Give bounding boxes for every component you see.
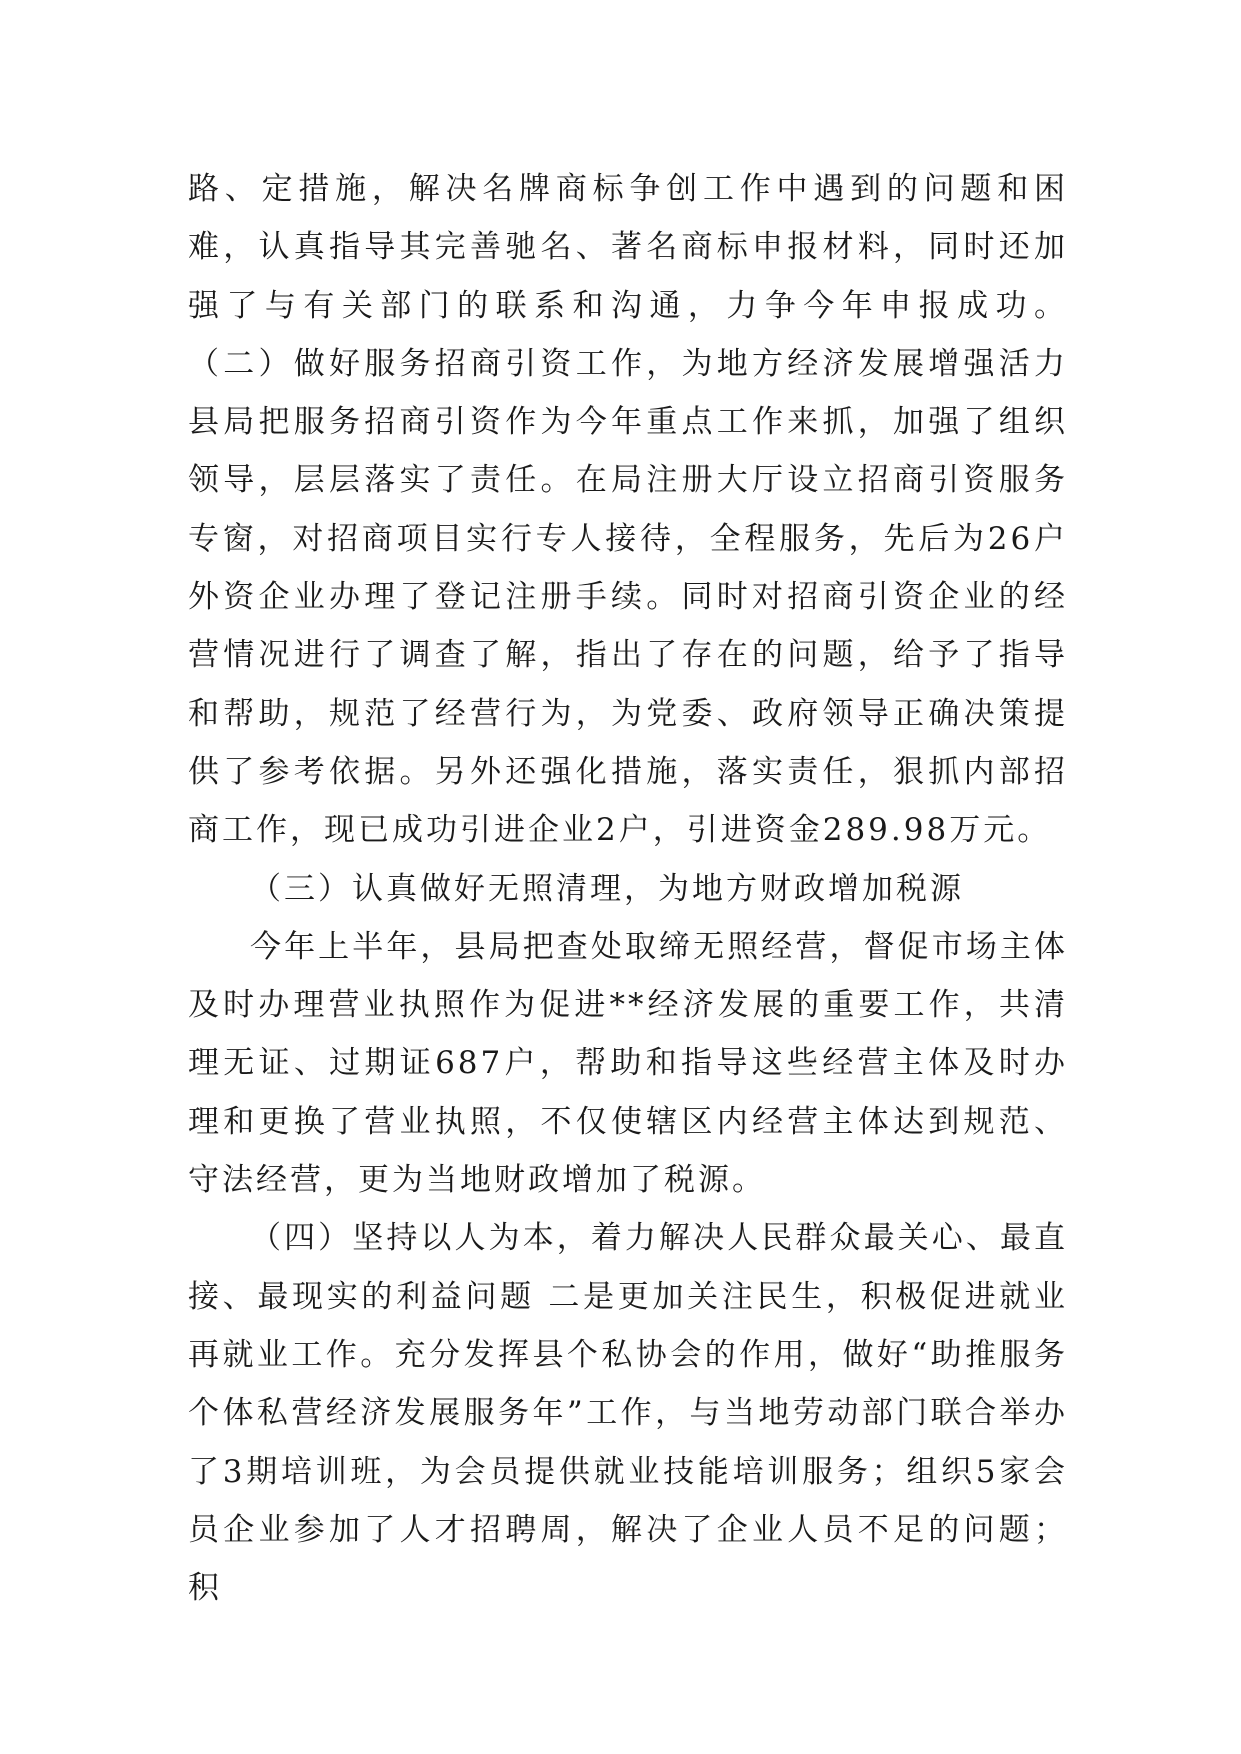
paragraph-people-oriented: （四）坚持以人为本，着力解决人民群众最关心、最直接、最现实的利益问题 二是更加关注民生，积极促进就业再就业工作。充分发挥县个私协会的作用，做好“助推服务个体私营经济发展服务年”工作，与当地劳动部门联合举办了3期培训班，为会员提供就业技能培训服务；组织5家会员企业参加了人才招聘周，解决了企业人员不足的问题；积	[188, 1220, 1068, 1607]
section-heading-three: （三）认真做好无照清理，为地方财政增加税源	[250, 870, 964, 907]
document-page	[188, 160, 1068, 1617]
paragraph-continuation: 路、定措施，解决名牌商标争创工作中遇到的问题和困难，认真指导其完善驰名、著名商标申报材料，同时还加强了与有关部门的联系和沟通，力争今年申报成功。 （二）做好服务招商引资工作，为地方经济发展增强活力 县局把服务招商引资作为今年重点工作来抓，加强了组织领导，层层落实了责任。在局注册大厅设立招商引资服务专窗，对招商项目实行专人接待，全程服务，先后为26户外资企业办理了登记注册手续。同时对招商引资企业的经营情况进行了调查了解，指出了存在的问题，给予了指导和帮助，规范了经营行为，为党委、政府领导正确决策提供了参考依据。另外还强化措施，落实责任，狠抓内部招商工作，现已成功引进企业2户，引进资金289.98万元。	[188, 171, 1068, 849]
paragraph-unlicensed-cleanup: 今年上半年，县局把查处取缔无照经营，督促市场主体及时办理营业执照作为促进**经济发展的重要工作，共清理无证、过期证687户，帮助和指导这些经营主体及时办理和更换了营业执照，不仅使辖区内经营主体达到规范、守法经营，更为当地财政增加了税源。	[188, 928, 1068, 1199]
